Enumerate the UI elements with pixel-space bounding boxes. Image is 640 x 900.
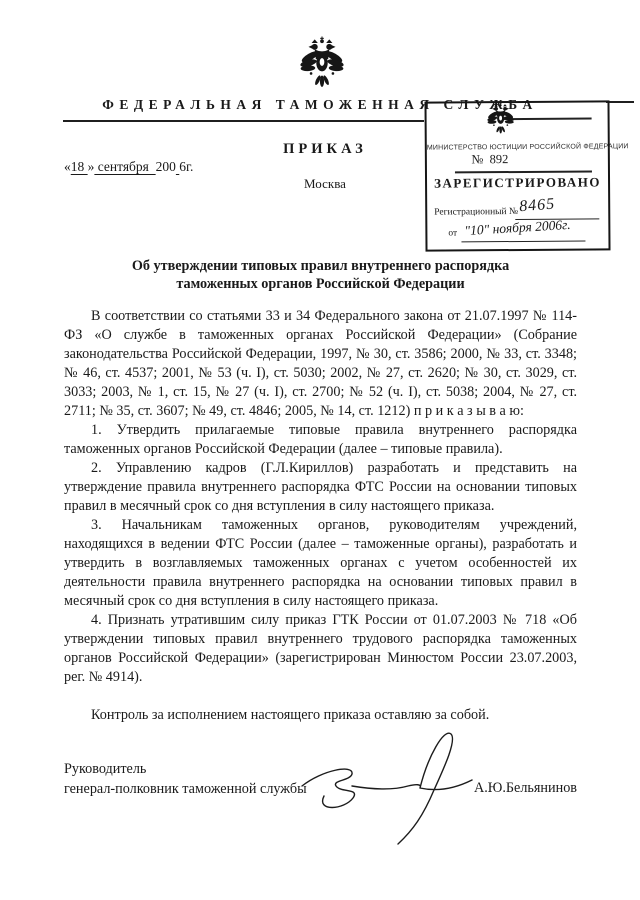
control-paragraph: Контроль за исполнением настоящего приказа оставляю за собой. [91, 707, 490, 723]
date-line [64, 159, 193, 175]
stamp-date-from-label: от [448, 228, 458, 239]
document-type-heading: ПРИКАЗ [283, 141, 367, 157]
stamp-date-handwritten: "10" ноября 2006г. [463, 216, 571, 239]
stamp-eagle-icon [484, 100, 516, 136]
stamp-ministry-name: МИНИСТЕРСТВО ЮСТИЦИИ РОССИЙСКОЙ ФЕДЕРАЦИИ [426, 143, 629, 152]
header-divider [63, 120, 424, 122]
date-year: 6г. [179, 159, 194, 174]
document-title [64, 258, 577, 293]
signature-position-block [64, 760, 307, 799]
handwritten-signature [296, 724, 481, 846]
date-quote-open: « [64, 159, 71, 174]
stamp-reg-number-label: Регистрационный № [434, 206, 519, 218]
order-item-3: 3. Начальникам таможенных органов, руководителям учреждений, находящихся в ведении ФТС России (далее – таможенные органы), разработать и утвердить в возглавляемых таможенных органах с учетом особенностей их деятельности правила внутреннего распорядка на основании типовых правил в месячный срок со дня вступления в силу настоящего приказа. [64, 517, 577, 609]
order-item-1: 1. Утвердить прилагаемые типовые правила внутреннего распорядка таможенных органов Российской Федерации (далее – типовые правила). [64, 422, 577, 457]
signer-name: А.Ю.Бельянинов [473, 780, 577, 796]
date-month: сентября [94, 159, 156, 174]
signature-position-line2: генерал-полковник таможенной службы [64, 780, 307, 797]
order-item-4: 4. Признать утратившим силу приказ ГТК России от 01.07.2003 № 718 «Об утверждении типовых правил внутреннего трудового распорядка таможенных органов Российской Федерации» (зарегистрирован Минюстом России 23.07.2003, рег. № 4914). [64, 612, 577, 685]
date-century: 200 [155, 159, 176, 174]
coat-of-arms-eagle-icon [296, 30, 348, 94]
registration-stamp [424, 100, 629, 251]
stamp-registered-label: ЗАРЕГИСТРИРОВАНО [434, 174, 601, 191]
city-label: Москва [304, 176, 346, 191]
date-day: 18 [70, 159, 88, 174]
agency-name: ФЕДЕРАЛЬНАЯ ТАМОЖЕННАЯ СЛУЖБА [102, 97, 538, 112]
date-quote-close: » [87, 159, 95, 174]
stamp-number-underline [455, 170, 592, 172]
stamp-reg-number-handwritten: 8465 [518, 195, 556, 216]
intro-paragraph: В соответствии со статьями 33 и 34 Федерального закона от 21.07.1997 № 114-ФЗ «О службе в таможенных органах Российской Федерации» (Собрание законодательства Российской Федерации, 1997, № 30, ст. 3586; 2000, № 33, ст. 3348; № 46, ст. 4537; 2001, № 53 (ч. I), ст. 5030; 2002, № 27, ст. 2620; № 30, ст. 3029, ст. 3033; 2003, № 1, ст. 15, № 27 (ч. I), ст. 2700; № 52 (ч. I), ст. 5038; 2004, № 27, ст. 2711; № 35, ст. 3607; № 49, ст. 4846; 2005, № 14, ст. 1212) п р и к а з ы в а ю: [64, 308, 577, 419]
document-title-line2: таможенных органов Российской Федерации [176, 275, 465, 292]
stamp-date-underline [461, 241, 585, 243]
document-title-line1: Об утверждении типовых правил внутреннего распорядка [131, 258, 510, 274]
scan-line-artifact [606, 101, 634, 103]
document-body [64, 258, 577, 725]
stamp-number: № 892 [471, 152, 509, 167]
signature-position-line1: Руководитель [64, 761, 147, 777]
order-item-2: 2. Управлению кадров (Г.Л.Кириллов) разработать и представить на утверждение правила внутреннего распорядка ФТС России на основании типовых правил в месячный срок со дня вступления в силу настоящего приказа. [64, 460, 577, 514]
